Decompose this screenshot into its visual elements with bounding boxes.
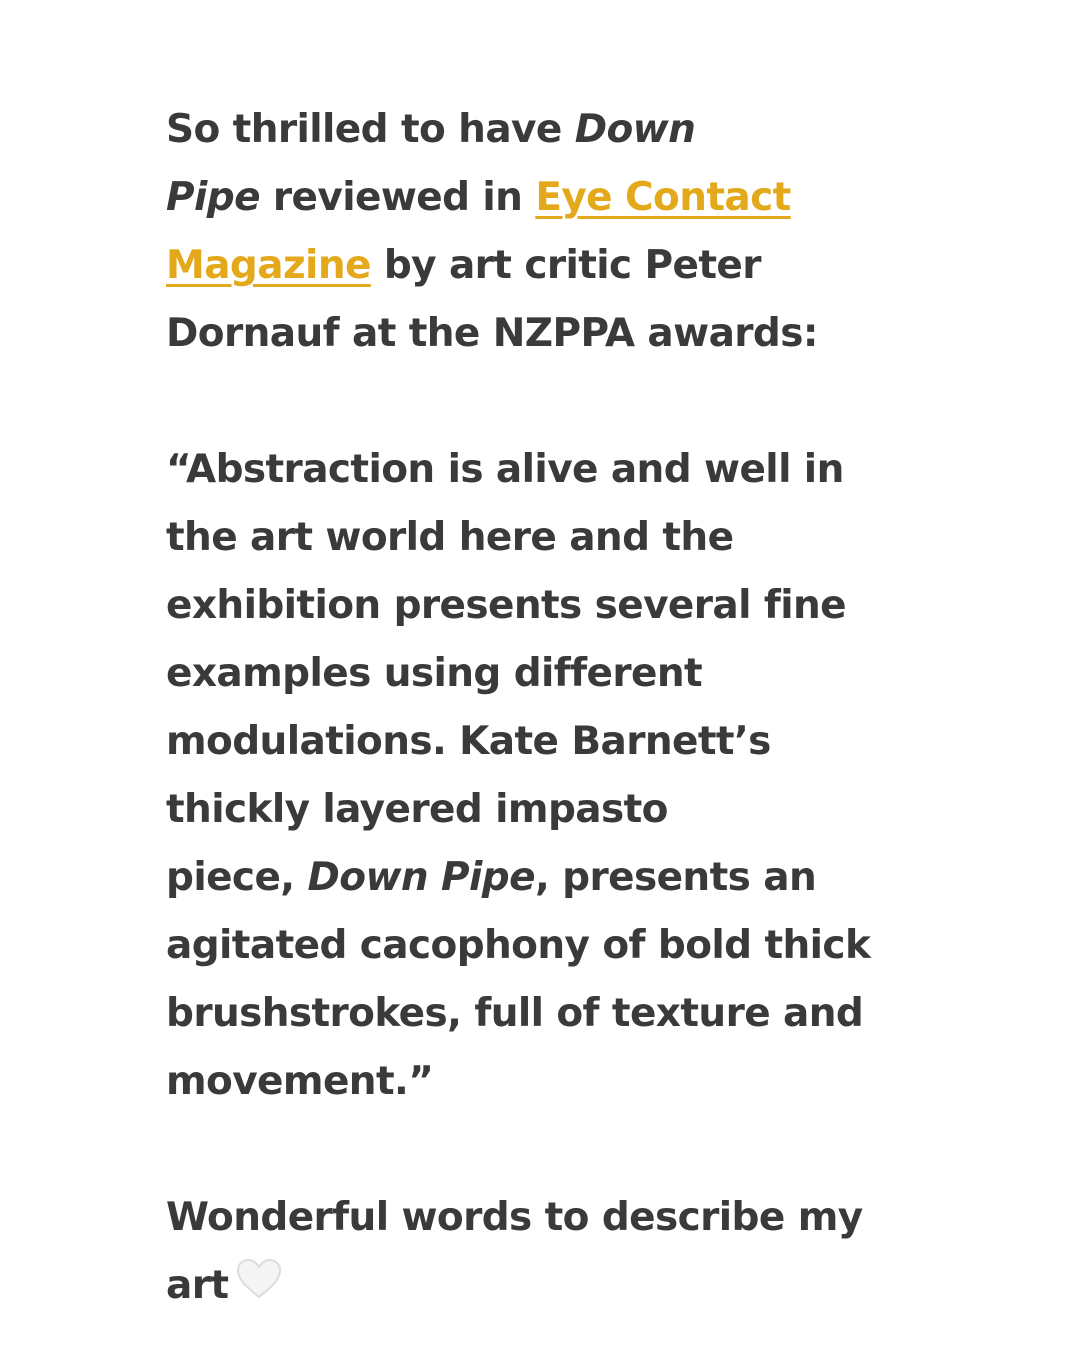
eye-contact-magazine-link[interactable]: Eye Contact [535,175,791,220]
closing-line: Wonderful words to describe my [166,1195,863,1240]
eye-contact-magazine-link[interactable]: Magazine [166,243,371,288]
artwork-title-italic: Down [574,107,696,152]
quote-line: , presents an [534,855,817,900]
paragraph-spacer [166,1116,966,1184]
intro-text: So thrilled to have [166,107,575,152]
artwork-title-italic: Pipe [166,175,260,220]
quote-line: exhibition presents several fine [166,583,847,628]
quote-line: agitated cacophony of bold thick [166,923,871,968]
artwork-title-italic: Down Pipe [307,855,535,900]
quote-line: examples using different [166,651,703,696]
quote-line: “Abstraction is alive and well in [166,447,844,492]
quote-line: piece, [166,855,308,900]
paragraph-spacer [166,368,966,436]
quote-paragraph [166,436,966,1116]
quote-line: the art world here and the [166,515,734,560]
quote-line: thickly layered impasto [166,787,668,832]
closing-line: art [166,1263,229,1308]
quote-line: brushstrokes, full of texture and [166,991,864,1036]
note-body [166,96,966,1322]
intro-text: reviewed in [259,175,536,220]
closing-paragraph [166,1184,966,1322]
intro-paragraph [166,96,966,368]
quote-line: modulations. Kate Barnett’s [166,719,771,764]
intro-text: by art critic Peter [370,243,761,288]
intro-text: Dornauf at the NZPPA awards: [166,311,818,356]
white-heart-icon [236,1254,282,1322]
quote-line: movement.” [166,1059,434,1104]
